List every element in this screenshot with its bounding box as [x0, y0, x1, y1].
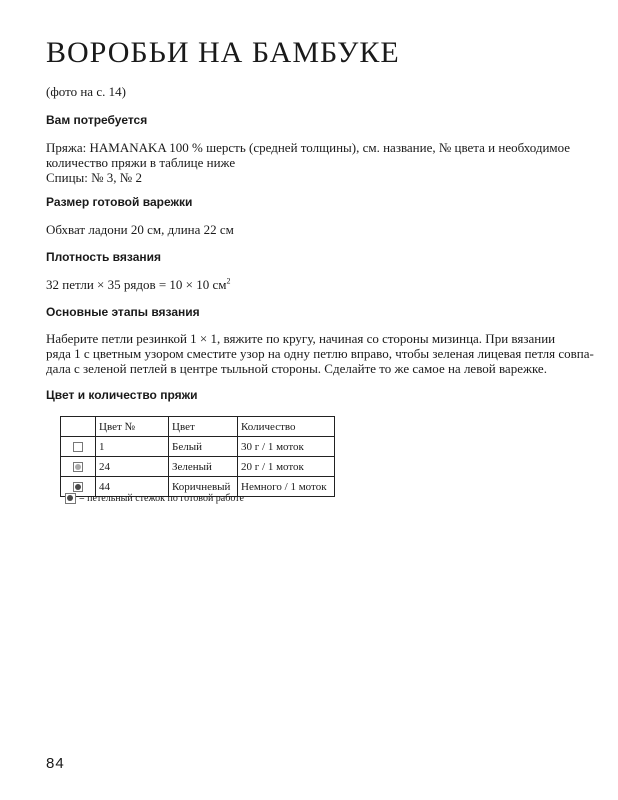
stitch-legend [65, 493, 244, 504]
gauge-text [46, 277, 576, 292]
steps-heading: Основные этапы вязания [46, 305, 200, 319]
yarn-table [60, 416, 335, 497]
steps-line: дала с зеленой петлей в центре тыльной стороны. Сделайте то же самое на левой варежке. [46, 361, 547, 376]
yarn-amount: Немного / 1 моток [238, 477, 335, 497]
size-text [46, 222, 576, 237]
table-row [61, 457, 335, 477]
swatch-cell [61, 457, 96, 477]
table-header-cell: Цвет [169, 417, 238, 437]
table-header-cell: Цвет № [96, 417, 169, 437]
color-name: Белый [169, 437, 238, 457]
color-name: Коричневый [169, 477, 238, 497]
table-header-row [61, 417, 335, 437]
materials-line: Пряжа: HAMANAKA 100 % шерсть (средней толщины), см. название, № цвета и необходимое [46, 140, 571, 155]
yarn-heading: Цвет и количество пряжи [46, 388, 198, 402]
green-swatch-icon [73, 462, 83, 472]
white-swatch-icon [73, 442, 83, 452]
size-heading: Размер готовой варежки [46, 195, 193, 209]
steps-line: Наберите петли резинкой 1 × 1, вяжите по кругу, начиная со стороны мизинца. При вязании [46, 331, 556, 346]
yarn-amount: 20 г / 1 моток [238, 457, 335, 477]
duplicate-stitch-icon [65, 493, 76, 504]
color-number: 1 [96, 437, 169, 457]
brown-swatch-icon [73, 482, 83, 492]
table-row [61, 437, 335, 457]
gauge-heading: Плотность вязания [46, 250, 162, 264]
materials-line: Спицы: № 3, № 2 [46, 170, 142, 185]
gauge-superscript: 2 [226, 276, 231, 286]
color-number: 44 [96, 477, 169, 497]
materials-heading: Вам потребуется [46, 113, 148, 127]
materials-text [46, 140, 576, 185]
steps-line: ряда 1 с цветным узором сместите узор на одну петлю вправо, чтобы зеленая лицевая петля совпа- [46, 346, 594, 361]
table-header-cell: Количество [238, 417, 335, 437]
yarn-amount: 30 г / 1 моток [238, 437, 335, 457]
steps-text [46, 331, 594, 376]
page-number: 84 [46, 755, 65, 772]
table-header-cell [61, 417, 96, 437]
page-title: ВОРОБЬИ НА БАМБУКЕ [46, 36, 400, 69]
swatch-cell [61, 437, 96, 457]
photo-reference: (фото на с. 14) [46, 84, 126, 99]
color-number: 24 [96, 457, 169, 477]
materials-line: количество пряжи в таблице ниже [46, 155, 236, 170]
gauge-line: 32 петли × 35 рядов = 10 × 10 см [46, 277, 227, 292]
color-name: Зеленый [169, 457, 238, 477]
legend-text: = петельный стежок по готовой работе [79, 493, 244, 504]
size-line: Обхват ладони 20 см, длина 22 см [46, 222, 234, 237]
